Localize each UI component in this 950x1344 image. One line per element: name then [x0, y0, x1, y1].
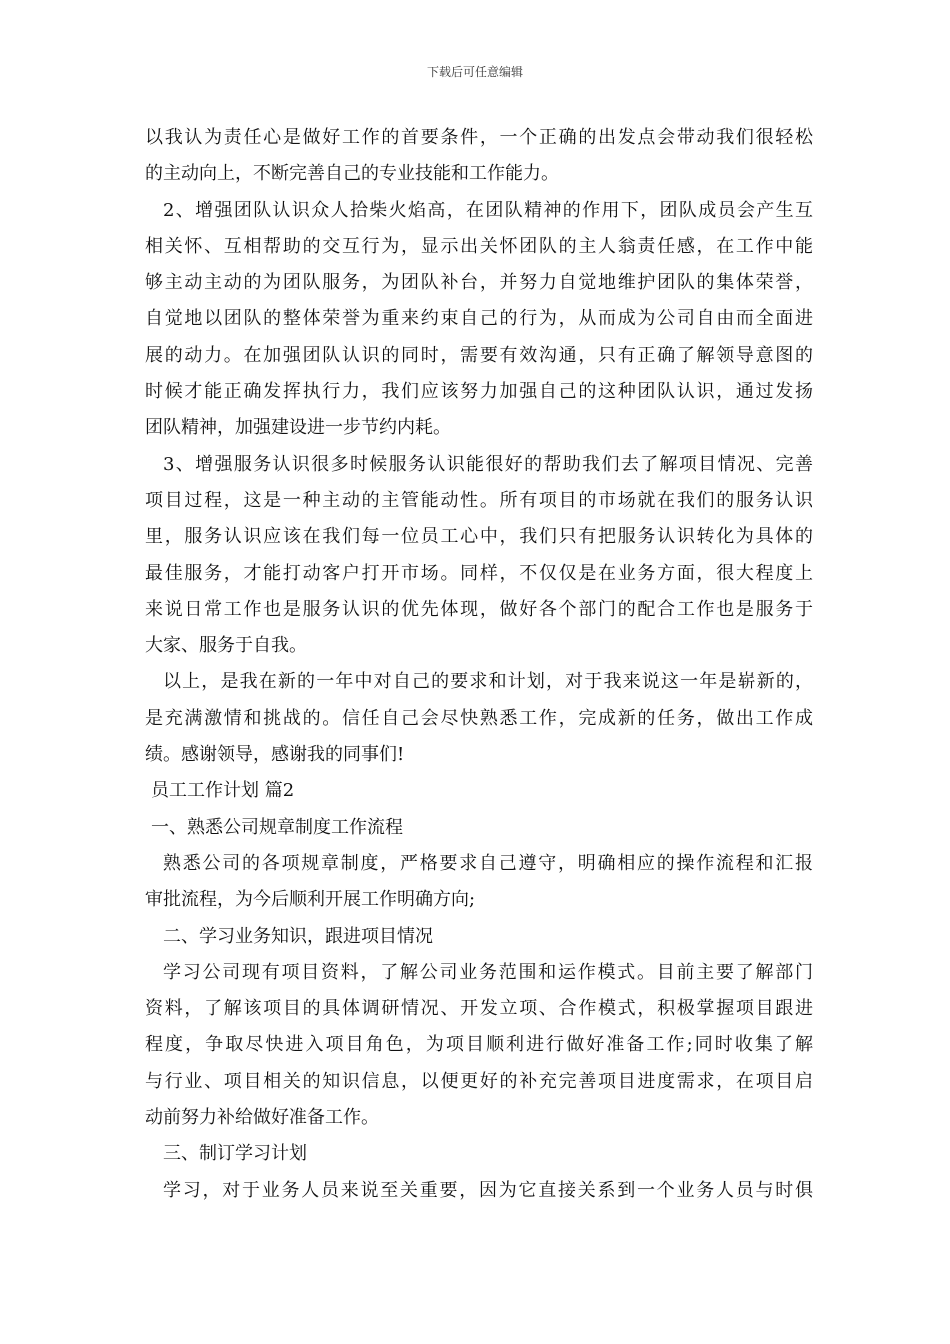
text-line: 以上，是我在新的一年中对自己的要求和计划，对于我来说这一年是崭新的，: [163, 671, 813, 693]
section-heading: 员工工作计划 篇2: [151, 780, 295, 802]
text-line: 展的动力。在加强团队认识的同时，需要有效沟通，只有正确了解领导意图的: [145, 344, 813, 366]
text-line: 是充满激情和挑战的。信任自己会尽快熟悉工作，完成新的任务，做出工作成: [145, 707, 813, 729]
text-line: 项目过程，这是一种主动的主管能动性。所有项目的市场就在我们的服务认识: [145, 489, 813, 511]
text-line: 资料，了解该项目的具体调研情况、开发立项、合作模式，积极掌握项目跟进: [145, 998, 813, 1020]
text-line: 团队精神，加强建设进一步节约内耗。: [145, 417, 451, 439]
text-line: 自觉地以团队的整体荣誉为重来约束自己的行为，从而成为公司自由而全面进: [145, 308, 813, 330]
text-line: 程度，争取尽快进入项目角色，为项目顺利进行做好准备工作;同时收集了解: [145, 1034, 813, 1056]
text-line: 时候才能正确发挥执行力，我们应该努力加强自己的这种团队认识，通过发扬: [145, 381, 813, 403]
text-line: 的主动向上，不断完善自己的专业技能和工作能力。: [145, 163, 559, 185]
text-line: 与行业、项目相关的知识信息，以便更好的补充完善项目进度需求，在项目启: [145, 1070, 813, 1092]
text-line: 绩。感谢领导，感谢我的同事们!: [145, 744, 405, 766]
text-line: 大家、服务于自我。: [145, 635, 307, 657]
text-line: 里，服务认识应该在我们每一位员工心中，我们只有把服务认识转化为具体的: [145, 526, 813, 548]
text-line: 以我认为责任心是做好工作的首要条件，一个正确的出发点会带动我们很轻松: [145, 127, 813, 148]
document-body: [145, 120, 813, 1209]
text-line: 最佳服务，才能打动客户打开市场。同样，不仅仅是在业务方面，很大程度上: [145, 562, 813, 584]
text-line: 2、增强团队认识众人拾柴火焰高，在团队精神的作用下，团队成员会产生互: [163, 199, 813, 221]
text-line: 熟悉公司的各项规章制度，严格要求自己遵守，明确相应的操作流程和汇报: [163, 852, 813, 874]
page-header: 下载后可任意编辑: [426, 65, 523, 79]
section-heading: 二、学习业务知识，跟进项目情况: [163, 925, 433, 947]
text-line: 学习，对于业务人员来说至关重要，因为它直接关系到一个业务人员与时俱: [163, 1179, 813, 1201]
text-line: 相关怀、互相帮助的交互行为，显示出关怀团队的主人翁责任感，在工作中能: [145, 235, 813, 257]
text-line: 3、增强服务认识很多时候服务认识能很好的帮助我们去了解项目情况、完善: [163, 453, 813, 475]
text-line: 学习公司现有项目资料，了解公司业务范围和运作模式。目前主要了解部门: [163, 961, 813, 983]
section-heading: 一、熟悉公司规章制度工作流程: [151, 816, 403, 838]
text-line: 够主动主动的为团队服务，为团队补台，并努力自觉地维护团队的集体荣誉，: [145, 272, 813, 294]
text-line: 审批流程，为今后顺利开展工作明确方向;: [145, 889, 476, 911]
text-line: 动前努力补给做好准备工作。: [145, 1107, 379, 1129]
section-heading: 三、制订学习计划: [163, 1143, 307, 1165]
text-line: 来说日常工作也是服务认识的优先体现，做好各个部门的配合工作也是服务于: [145, 598, 813, 620]
